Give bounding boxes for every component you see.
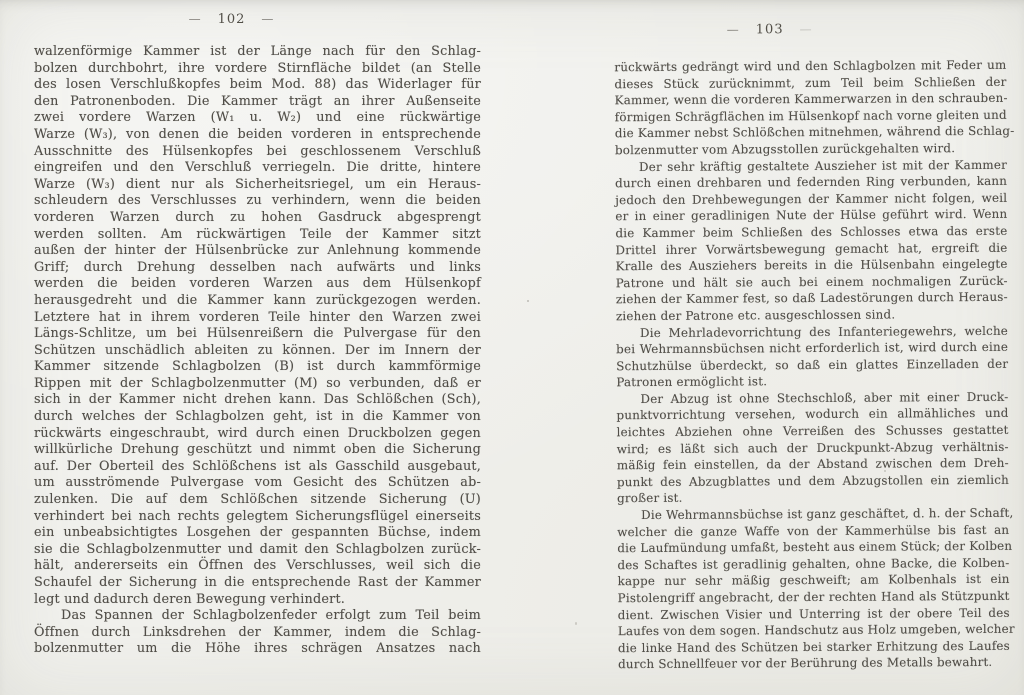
text-line: Griff; durch Drehung desselben nach aufwärts und links	[34, 259, 481, 275]
text-line: er in einer geradlinigen Nute der Hülse geführt wird. Wenn	[615, 207, 1008, 224]
text-line: leichtes Abziehen ohne Verreißen des Schusses gestattet	[616, 422, 1009, 440]
text-line: Schützen unschädlich ableiten zu können. Der im Innern der	[34, 342, 481, 358]
text-line: zwei vordere Warzen (W₁ u. W₂) und eine rückwärtige	[34, 110, 481, 126]
text-line: werden die beiden vorderen Warzen aus dem Hülsenkopf	[34, 276, 481, 292]
text-line: werden sollten. Am rückwärtigen Teile der Kammer sitzt	[34, 226, 481, 242]
text-line: dieses Stück zurücknimmt, zum Teil beim Schließen der	[614, 74, 1007, 91]
text-line: kappe nur sehr mäßig geschweift; am Kolbenhals ist ein	[617, 572, 1010, 589]
text-line: Längs-Schlitze, um bei Hülsenreißern die Pulvergase für den	[34, 326, 481, 342]
page-right	[614, 0, 1015, 672]
page-body	[34, 44, 481, 658]
text-line: die Kammer beim Schließen des Schlosses etwa das erste	[615, 223, 1008, 241]
text-line: Drittel ihrer Vorwärtsbewegung gemacht hat, ergreift die	[615, 240, 1008, 257]
text-line: schleudern des Verschlusses zu verhindern, wenn die beiden	[34, 193, 481, 209]
text-line: rückwärts gedrängt wird und den Schlagbolzen mit Feder um	[614, 57, 1007, 75]
text-line: Patronen ermöglicht ist.	[616, 374, 768, 390]
text-line: die Kammer nebst Schlößchen mitnehmen, während die Schlag-	[614, 124, 1015, 141]
text-line: Warze (W₃), von denen die beiden vorderen in entsprechende	[34, 126, 481, 142]
text-line: ein unbeabsichtigtes Losgehen der gespannten Büchse, indem	[34, 525, 481, 541]
text-line: eingreifen und den Verschluß verriegeln. Die dritte, hintere	[34, 160, 481, 176]
text-line: Schaufel der Sicherung in die entsprechende Rast der Kammer	[34, 575, 481, 590]
text-line: Rippen mit der Schlagbolzenmutter (M) so verbunden, daß er	[34, 375, 481, 391]
text-line: Letztere hat in ihrem vorderen Teile hinter den Warzen zwei	[34, 309, 481, 325]
text-line: punktvorrichtung versehen, wodurch ein allmähliches und	[616, 406, 1009, 423]
header-dash-right: —	[261, 12, 275, 26]
text-line: Patrone und hält sie auch bei einem nochmaligen Zurück-	[615, 273, 1008, 290]
text-line: Der Abzug ist ohne Stechschloß, aber mit einer Druck-	[640, 389, 1009, 406]
text-line: vorderen Warzen durch zu hohen Gasdruck abgesprengt	[34, 209, 481, 225]
text-line: durch welches der Schlagbolzen geht, ist in die Kammer von	[34, 409, 481, 425]
ink-speck	[884, 470, 886, 472]
text-line: um ausströmende Pulvergase vom Gesicht des Schützen ab-	[34, 475, 481, 491]
text-line: hält, andererseits ein Öffnen des Verschlusses, weil sich die	[34, 558, 481, 574]
text-line: Schutzhülse überdeckt, so daß ein glattes Einzelladen der	[616, 356, 1009, 373]
text-line: rückwärts eingeschraubt, wird durch einen Druckbolzen gegen	[34, 425, 481, 441]
page-header-right	[574, 21, 966, 38]
text-line: Kralle des Ausziehers bereits in die Hülsenbahn eingelegte	[615, 256, 1008, 274]
page-number-right: 103	[755, 22, 784, 38]
text-line: des Schaftes ist geradlinig gehalten, ohne Backe, die Kolben-	[617, 555, 1010, 572]
text-line: wird; es läßt sich auch der Druckpunkt-Abzug verhältnis-	[616, 439, 1009, 456]
text-line: zulenken. Die auf dem Schlößchen sitzende Sicherung (U)	[34, 492, 481, 508]
page-number-left: 102	[217, 12, 246, 27]
text-line: durch einen drehbaren und federnden Ring verbunden, kann	[615, 173, 1008, 191]
header-dash-left: —	[726, 22, 740, 37]
text-line: Laufes von dem sogen. Handschutz aus Holz umgeben, welcher	[617, 621, 1015, 639]
text-line: Die Wehrmannsbüchse ist ganz geschäftet, d. h. der Schaft,	[641, 505, 1014, 523]
text-line: außen der hinter der Hülsenbrücke zur Anlehnung kommende	[34, 243, 481, 259]
text-line: bei Wehrmannsbüchsen nicht erforderlich ist, wird durch eine	[616, 339, 1009, 357]
text-line: bolzenmutter vom Abzugsstollen zurückgehalten wird.	[614, 141, 956, 158]
text-line: Warze (W₃) dient nur als Sicherheitsriegel, um ein Heraus-	[34, 176, 481, 192]
text-line: Kammer, wenn die vorderen Kammerwarzen in den schrauben-	[614, 90, 1008, 108]
text-line: auf. Der Oberteil des Schlößchens ist als Gasschild ausgebaut,	[34, 458, 481, 474]
text-line: sich in der Kammer nicht drehen kann. Das Schlößchen (Sch),	[34, 392, 481, 408]
text-line: großer ist.	[616, 491, 683, 506]
text-line: Ausschnitte des Hülsenkopfes bei geschlossenem Verschluß	[34, 143, 481, 159]
page-body	[614, 57, 1015, 673]
text-line: Das Spannen der Schlagbolzenfeder erfolgt zum Teil beim	[61, 608, 481, 624]
text-line: welcher die ganze Waffe von der Kammerhülse bis fast an	[617, 522, 1010, 539]
page-header-left	[8, 12, 455, 27]
text-line: die Laufmündung umfaßt, besteht aus einem Stück; der Kolben	[617, 538, 1013, 556]
text-line: legt und dadurch deren Bewegung verhindert.	[34, 591, 346, 607]
text-line: die linke Hand des Schützen bei starker Erhitzung des Laufes	[617, 638, 1010, 655]
text-line: ziehen der Patrone etc. ausgeschlossen sind.	[615, 307, 896, 324]
text-line: Kammer sitzende Schlagbolzen (B) ist durch kammförmige	[34, 359, 481, 375]
text-line: dient. Zwischen Visier und Unterring ist der obere Teil des	[617, 605, 1010, 622]
text-line: willkürliche Drehung geschützt und nimmt oben die Sicherung	[34, 442, 481, 458]
text-line: verhindert bei nach rechts gelegtem Sicherungsflügel einerseits	[34, 508, 481, 524]
text-line: Der sehr kräftig gestaltete Auszieher ist mit der Kammer	[638, 157, 1008, 174]
text-line: Die Mehrladevorrichtung des Infanteriegewehrs, welche	[639, 323, 1009, 340]
text-line: Pistolengriff angebracht, der der rechten Hand als Stützpunkt	[617, 588, 1010, 606]
ink-speck	[575, 622, 577, 625]
text-line: bolzenmutter um die Höhe ihres schrägen Ansatzes nach	[34, 641, 481, 657]
text-line: des losen Verschlußkopfes beim Mod. 88) das Widerlager für	[34, 77, 481, 93]
text-line: ziehen der Kammer fest, so daß Ladestörungen durch Heraus-	[615, 290, 1008, 307]
ink-speck	[527, 300, 529, 302]
text-line: bolzen durchbohrt, ihre vordere Stirnfläche bildet (an Stelle	[34, 60, 481, 76]
header-dash-left: —	[188, 12, 202, 26]
text-line: förmigen Schrägflächen im Hülsenkopf nach vorne gleiten und	[614, 107, 1007, 124]
text-line: sie die Schlagbolzenmutter und damit den Schlagbolzen zurück-	[34, 541, 481, 557]
header-dash-right: —	[799, 21, 814, 37]
text-line: jedoch den Drehbewegungen der Kammer nicht folgen, weil	[615, 190, 1008, 207]
text-line: punkt des Abzugblattes und dem Abzugstollen ein ziemlich	[616, 472, 1009, 490]
text-line: mäßig fein einstellen, da der Abstand zwischen dem Dreh-	[616, 456, 1009, 473]
text-line: durch Schnellfeuer vor der Berührung des Metalls bewahrt.	[618, 655, 993, 672]
text-line: walzenförmige Kammer ist der Länge nach für den Schlag-	[34, 44, 481, 59]
text-line: den Patronenboden. Die Kammer trägt an ihrer Außenseite	[34, 93, 481, 109]
text-line: Öffnen durch Linksdrehen der Kammer, indem die Schlag-	[34, 624, 481, 640]
text-line: herausgedreht und die Kammer kann zurückgezogen werden.	[34, 292, 481, 308]
